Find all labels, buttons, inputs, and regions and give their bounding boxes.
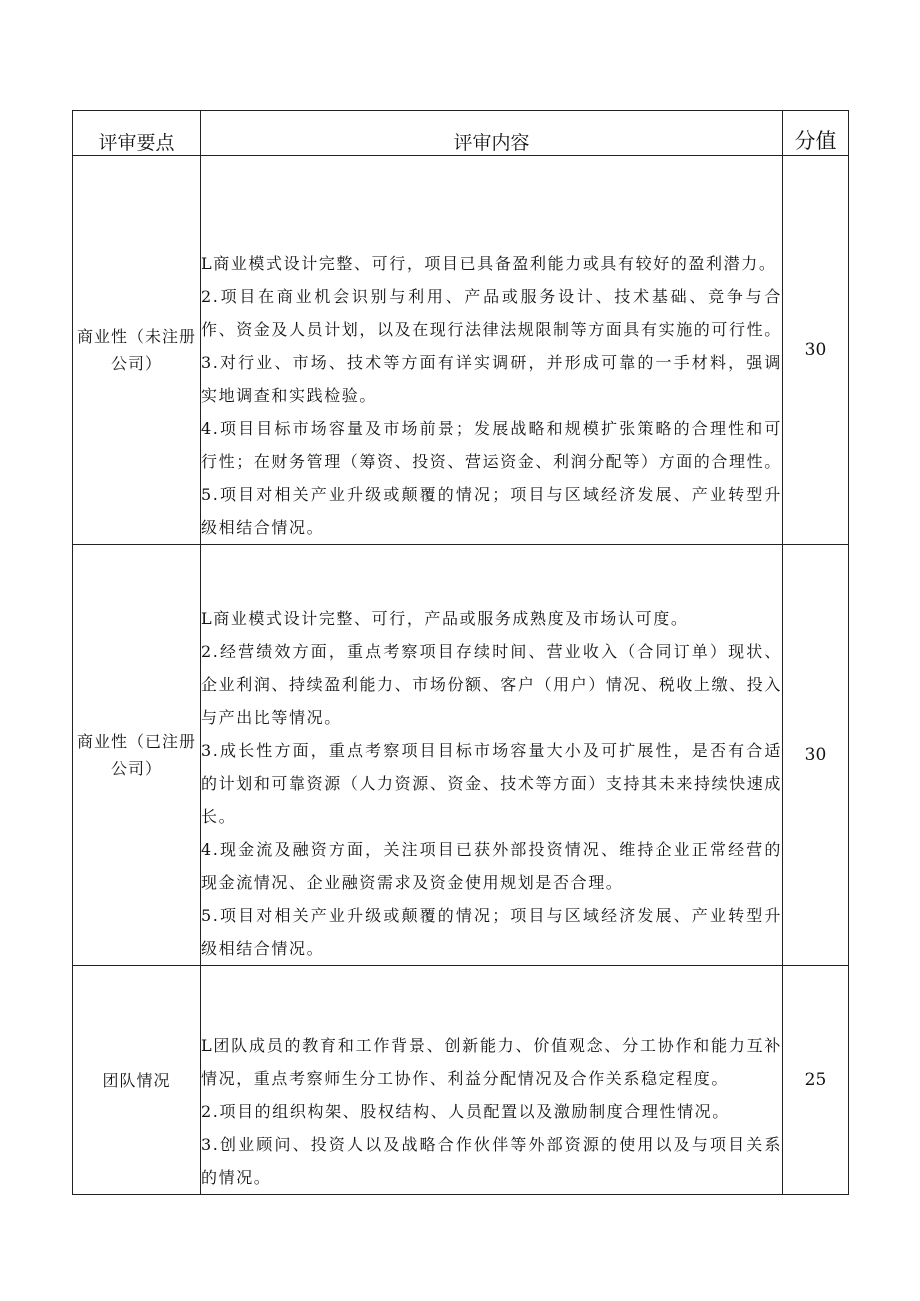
criteria-item: 3.创业顾问、投资人以及战略合作伙伴等外部资源的使用以及与项目关系的情况。 xyxy=(201,1135,782,1187)
header-row xyxy=(73,111,849,156)
criteria-item: 2.经营绩效方面，重点考察项目存续时间、营业收入（合同订单）现状、企业利润、持续盈利能力、市场份额、客户（用户）情况、税收上缴、投入与产出比等情况。 xyxy=(201,642,782,727)
score-cell: 30 xyxy=(783,545,849,966)
criteria-item: L团队成员的教育和工作背景、创新能力、价值观念、分工协作和能力互补情况，重点考察师生分工协作、利益分配情况及合作关系稳定程度。 xyxy=(201,1036,782,1088)
criteria-item: 3.成长性方面，重点考察项目目标市场容量大小及可扩展性，是否有合适的计划和可靠资源（人力资源、资金、技术等方面）支持其未来持续快速成长。 xyxy=(201,741,782,826)
review-point-cell: 商业性（未注册公司） xyxy=(73,156,201,545)
header-review-point: 评审要点 xyxy=(73,111,201,156)
review-criteria-table xyxy=(72,110,849,1195)
review-point-cell: 商业性（已注册公司） xyxy=(73,545,201,966)
table-row xyxy=(73,545,849,966)
review-content-cell xyxy=(201,545,783,966)
review-point-cell: 团队情况 xyxy=(73,966,201,1195)
review-content-cell xyxy=(201,156,783,545)
criteria-item: 5.项目对相关产业升级或颠覆的情况；项目与区域经济发展、产业转型升级相结合情况。 xyxy=(201,906,782,958)
review-content-cell xyxy=(201,966,783,1195)
criteria-item: L商业模式设计完整、可行，项目已具备盈利能力或具有较好的盈利潜力。 xyxy=(201,254,777,273)
criteria-item: 4.现金流及融资方面，关注项目已获外部投资情况、维持企业正常经营的现金流情况、企业融资需求及资金使用规划是否合理。 xyxy=(201,840,782,892)
criteria-item: 2.项目在商业机会识别与利用、产品或服务设计、技术基础、竞争与合作、资金及人员计划，以及在现行法律法规限制等方面具有实施的可行性。 xyxy=(201,287,782,339)
criteria-item: 4.项目目标市场容量及市场前景；发展战略和规模扩张策略的合理性和可行性；在财务管理（筹资、投资、营运资金、利润分配等）方面的合理性。 xyxy=(201,419,782,471)
criteria-item: L商业模式设计完整、可行，产品或服务成熟度及市场认可度。 xyxy=(201,609,689,628)
table-row xyxy=(73,156,849,545)
table-row xyxy=(73,966,849,1195)
criteria-item: 2.项目的组织构架、股权结构、人员配置以及激励制度合理性情况。 xyxy=(201,1102,730,1121)
criteria-item: 3.对行业、市场、技术等方面有详实调研，并形成可靠的一手材料，强调实地调查和实践检验。 xyxy=(201,353,782,405)
score-cell: 25 xyxy=(783,966,849,1195)
score-cell: 30 xyxy=(783,156,849,545)
header-score: 分值 xyxy=(783,111,849,156)
criteria-item: 5.项目对相关产业升级或颠覆的情况；项目与区域经济发展、产业转型升级相结合情况。 xyxy=(201,485,782,537)
header-review-content: 评审内容 xyxy=(201,111,783,156)
